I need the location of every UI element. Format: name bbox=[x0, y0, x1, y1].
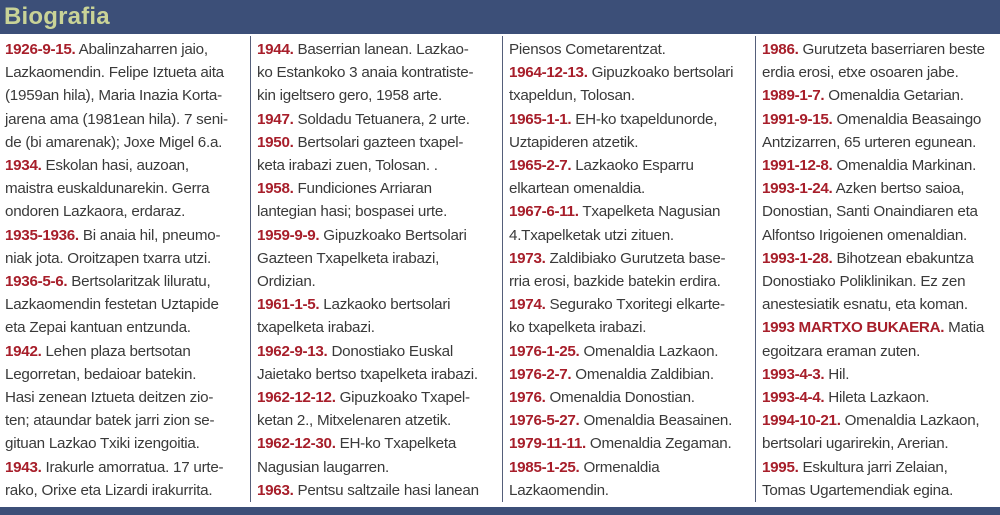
event-date: 1962-12-30. bbox=[257, 435, 336, 453]
biography-line bbox=[257, 200, 495, 223]
event-date: 1926-9-15. bbox=[5, 41, 76, 58]
event-text: Eskolan hasi, auzoan, bbox=[41, 157, 189, 175]
biography-line bbox=[762, 386, 996, 409]
biography-line bbox=[762, 61, 996, 84]
event-text: txapelketa irabazi. bbox=[257, 319, 375, 337]
event-text: niak jota. Oroitzapen txarra utzi. bbox=[5, 249, 211, 267]
biography-line bbox=[509, 456, 747, 479]
event-text: Omenaldia Lazkaon, bbox=[840, 412, 980, 430]
biography-line bbox=[5, 224, 243, 247]
event-text: Bihotzean ebakuntza bbox=[832, 249, 974, 267]
event-text: Lazkaoko Esparru bbox=[571, 157, 694, 175]
biography-line bbox=[5, 386, 243, 409]
event-text: Lazkaomendin. bbox=[509, 481, 609, 499]
event-text: Alfontso Irigoienen omenaldian. bbox=[762, 226, 968, 244]
event-text: Piensos Cometarentzat. bbox=[509, 41, 666, 58]
event-text: ko txapelketa irabazi. bbox=[509, 319, 647, 337]
event-text: Baserrian lanean. Lazkao- bbox=[293, 41, 469, 58]
event-text: Legorretan, bedaioar batekin. bbox=[5, 365, 197, 383]
event-date: 1942. bbox=[5, 342, 42, 360]
event-date: 1934. bbox=[5, 157, 42, 175]
biography-line bbox=[5, 200, 243, 223]
biography-line bbox=[257, 456, 495, 479]
event-date: 1991-12-8. bbox=[762, 157, 833, 175]
biography-line bbox=[762, 270, 996, 293]
biography-line bbox=[257, 38, 495, 61]
event-text: Donostiako Euskal bbox=[327, 342, 453, 360]
biography-line bbox=[509, 432, 747, 455]
event-date: 1935-1936. bbox=[5, 226, 79, 244]
biography-line bbox=[257, 270, 495, 293]
event-date: 1976-2-7. bbox=[509, 365, 572, 383]
biography-line bbox=[257, 479, 495, 502]
biography-line bbox=[762, 131, 996, 154]
event-text: Bertsolari gazteen txapel- bbox=[293, 133, 464, 151]
section-title: Biografia bbox=[4, 3, 110, 30]
biography-line bbox=[762, 38, 996, 61]
event-text: Segurako Txoritegi elkarte- bbox=[545, 296, 725, 314]
event-text: Donostian, Santi Onaindiaren eta bbox=[762, 203, 978, 221]
event-date: 1993-1-24. bbox=[762, 180, 833, 198]
event-date: 1965-2-7. bbox=[509, 157, 572, 175]
event-date: 1993 MARTXO BUKAERA. bbox=[762, 319, 945, 337]
event-date: 1974. bbox=[509, 296, 546, 314]
event-text: Fundiciones Arriaran bbox=[293, 180, 432, 198]
biography-column-3 bbox=[509, 38, 747, 504]
event-date: 1936-5-6. bbox=[5, 273, 68, 291]
biography-line bbox=[762, 456, 996, 479]
section-header-bar bbox=[0, 0, 1000, 34]
event-text: Hil. bbox=[824, 365, 850, 383]
biography-line bbox=[257, 61, 495, 84]
biography-column-2 bbox=[257, 38, 495, 504]
biography-line bbox=[762, 432, 996, 455]
event-text: kin igeltsero gero, 1958 arte. bbox=[257, 87, 442, 105]
event-text: Bi anaia hil, pneumo- bbox=[78, 226, 221, 244]
event-text: Bertsolaritzak liluratu, bbox=[67, 273, 211, 291]
biography-line bbox=[762, 224, 996, 247]
event-text: erdia erosi, etxe osoaren jabe. bbox=[762, 64, 959, 82]
event-text: Lazkaomendin. Felipe Iztueta aita bbox=[5, 64, 224, 82]
event-text: Omenaldia Donostian. bbox=[545, 389, 695, 407]
event-text: Gipuzkoako bertsolari bbox=[587, 64, 734, 82]
biography-line bbox=[5, 38, 243, 61]
biography-line bbox=[762, 154, 996, 177]
event-text: Ormenaldia bbox=[579, 458, 660, 476]
event-text: Omenaldia Beasaingo bbox=[832, 110, 982, 128]
biography-line bbox=[509, 386, 747, 409]
event-date: 1994-10-21. bbox=[762, 412, 841, 430]
event-text: egoitzara eraman zuten. bbox=[762, 342, 921, 360]
biography-line bbox=[509, 61, 747, 84]
event-text: 4.Txapelketak utzi zituen. bbox=[509, 226, 674, 244]
event-text: Omenaldia Beasainen. bbox=[579, 412, 733, 430]
biography-line bbox=[509, 38, 747, 61]
event-text: rako, Orixe eta Lizardi irakurrita. bbox=[5, 481, 213, 499]
biography-line bbox=[257, 316, 495, 339]
event-text: EH-ko Txapelketa bbox=[335, 435, 457, 453]
biography-line bbox=[257, 131, 495, 154]
event-text: Uztapideren atzetik. bbox=[509, 133, 639, 151]
biography-line bbox=[5, 316, 243, 339]
biography-line bbox=[257, 108, 495, 131]
event-text: Donostiako Poliklinikan. Ez zen bbox=[762, 273, 966, 291]
event-date: 1976. bbox=[509, 389, 546, 407]
event-date: 1958. bbox=[257, 180, 294, 198]
biography-line bbox=[5, 108, 243, 131]
biography-line bbox=[762, 363, 996, 386]
biography-line bbox=[5, 479, 243, 502]
event-text: Eskultura jarri Zelaian, bbox=[798, 458, 948, 476]
biography-line bbox=[5, 409, 243, 432]
event-text: Lazkaoko bertsolari bbox=[319, 296, 451, 314]
biography-line bbox=[509, 409, 747, 432]
event-text: Nagusian laugarren. bbox=[257, 458, 390, 476]
biography-line bbox=[257, 386, 495, 409]
biography-line bbox=[509, 293, 747, 316]
biography-line bbox=[509, 270, 747, 293]
biography-line bbox=[5, 177, 243, 200]
biography-line bbox=[257, 409, 495, 432]
biography-line bbox=[5, 340, 243, 363]
biography-line bbox=[257, 154, 495, 177]
event-text: EH-ko txapeldunorde, bbox=[571, 110, 718, 128]
event-text: Abalinzaharren jaio, bbox=[75, 41, 208, 58]
column-divider bbox=[755, 36, 756, 502]
event-text: ten; ataundar batek jarri zion se- bbox=[5, 412, 215, 430]
event-date: 1995. bbox=[762, 458, 799, 476]
biography-line bbox=[762, 293, 996, 316]
biography-line bbox=[5, 456, 243, 479]
biography-line bbox=[762, 409, 996, 432]
event-date: 1967-6-11. bbox=[509, 203, 579, 221]
event-date: 1961-1-5. bbox=[257, 296, 320, 314]
event-text: Gazteen Txapelketa irabazi, bbox=[257, 249, 440, 267]
biography-line bbox=[509, 154, 747, 177]
biography-line bbox=[509, 363, 747, 386]
biography-line bbox=[762, 200, 996, 223]
biography-column-4 bbox=[762, 38, 996, 504]
event-date: 1973. bbox=[509, 249, 546, 267]
event-text: Irakurle amorratua. 17 urte- bbox=[41, 458, 224, 476]
biography-line bbox=[509, 177, 747, 200]
biography-line bbox=[5, 363, 243, 386]
event-text: Omenaldia Zaldibian. bbox=[571, 365, 714, 383]
event-date: 1989-1-7. bbox=[762, 87, 825, 105]
event-text: Jaietako bertso txapelketa irabazi. bbox=[257, 365, 478, 383]
biography-line bbox=[5, 131, 243, 154]
event-text: eta Zepai kantuan entzunda. bbox=[5, 319, 191, 337]
biography-line bbox=[762, 177, 996, 200]
event-text: elkartean omenaldia. bbox=[509, 180, 645, 198]
event-text: Hileta Lazkaon. bbox=[824, 389, 930, 407]
event-date: 1943. bbox=[5, 458, 42, 476]
event-text: Omenaldia Getarian. bbox=[824, 87, 964, 105]
event-text: bertsolari ugarirekin, Arerian. bbox=[762, 435, 949, 453]
event-text: (1959an hila), Maria Inazia Korta- bbox=[5, 87, 222, 105]
event-text: Gipuzkoako Bertsolari bbox=[319, 226, 467, 244]
column-divider bbox=[502, 36, 503, 502]
biography-line bbox=[762, 340, 996, 363]
event-text: Matia bbox=[944, 319, 985, 337]
event-text: Gipuzkoako Txapel- bbox=[335, 389, 470, 407]
biography-line bbox=[509, 84, 747, 107]
event-text: keta irabazi zuen, Tolosan. . bbox=[257, 157, 438, 175]
event-text: rria erosi, bazkide batekin erdira. bbox=[509, 273, 721, 291]
biography-line bbox=[509, 224, 747, 247]
biography-line bbox=[5, 247, 243, 270]
event-text: Hasi zenean Iztueta deitzen zio- bbox=[5, 389, 214, 407]
column-divider bbox=[250, 36, 251, 502]
event-date: 1965-1-1. bbox=[509, 110, 572, 128]
biography-line bbox=[257, 177, 495, 200]
event-date: 1993-4-4. bbox=[762, 389, 825, 407]
event-text: jarena ama (1981ean hila). 7 seni- bbox=[5, 110, 228, 128]
event-date: 1959-9-9. bbox=[257, 226, 320, 244]
event-date: 1962-12-12. bbox=[257, 389, 336, 407]
event-text: Soldadu Tetuanera, 2 urte. bbox=[293, 110, 470, 128]
biography-line bbox=[509, 316, 747, 339]
biography-columns bbox=[0, 34, 1000, 507]
biography-column-1 bbox=[5, 38, 243, 504]
biography-line bbox=[257, 293, 495, 316]
event-text: lantegian hasi; bospasei urte. bbox=[257, 203, 448, 221]
biography-line bbox=[5, 432, 243, 455]
biography-line bbox=[5, 154, 243, 177]
biography-line bbox=[762, 479, 996, 502]
biography-line bbox=[509, 247, 747, 270]
biography-line bbox=[257, 84, 495, 107]
event-text: Omenaldia Lazkaon. bbox=[579, 342, 719, 360]
biography-line bbox=[762, 108, 996, 131]
biography-line bbox=[762, 316, 996, 339]
event-text: txapeldun, Tolosan. bbox=[509, 87, 635, 105]
event-date: 1976-5-27. bbox=[509, 412, 580, 430]
biography-line bbox=[257, 432, 495, 455]
event-text: Zaldibiako Gurutzeta base- bbox=[545, 249, 726, 267]
event-date: 1962-9-13. bbox=[257, 342, 328, 360]
event-text: Antzizarren, 65 urteren egunean. bbox=[762, 133, 977, 151]
event-text: de (bi amarenak); Joxe Migel 6.a. bbox=[5, 133, 223, 151]
event-text: ko Estankoko 3 anaia kontratiste- bbox=[257, 64, 474, 82]
event-text: Pentsu saltzaile hasi lanean bbox=[293, 481, 479, 499]
event-date: 1993-1-28. bbox=[762, 249, 833, 267]
event-date: 1991-9-15. bbox=[762, 110, 833, 128]
biography-line bbox=[762, 84, 996, 107]
event-date: 1979-11-11. bbox=[509, 435, 586, 453]
event-date: 1985-1-25. bbox=[509, 458, 580, 476]
event-text: Gurutzeta baserriaren beste bbox=[798, 41, 985, 58]
event-text: anestesiatik esnatu, eta koman. bbox=[762, 296, 968, 314]
biography-line bbox=[509, 200, 747, 223]
biography-line bbox=[762, 247, 996, 270]
biography-line bbox=[509, 108, 747, 131]
event-date: 1944. bbox=[257, 41, 294, 58]
event-text: Tomas Ugartemendiak egina. bbox=[762, 481, 954, 499]
event-date: 1963. bbox=[257, 481, 294, 499]
event-text: gituan Lazkao Txiki izengoitia. bbox=[5, 435, 200, 453]
event-text: Lehen plaza bertsotan bbox=[41, 342, 191, 360]
biography-line bbox=[5, 61, 243, 84]
biography-line bbox=[5, 293, 243, 316]
event-date: 1986. bbox=[762, 41, 799, 58]
biography-line bbox=[257, 247, 495, 270]
event-text: ondoren Lazkaora, erdaraz. bbox=[5, 203, 186, 221]
biography-line bbox=[5, 84, 243, 107]
event-date: 1976-1-25. bbox=[509, 342, 580, 360]
biography-line bbox=[5, 270, 243, 293]
event-date: 1947. bbox=[257, 110, 294, 128]
biography-line bbox=[257, 340, 495, 363]
section-footer-bar bbox=[0, 507, 1000, 515]
biography-line bbox=[509, 131, 747, 154]
event-text: maistra euskaldunarekin. Gerra bbox=[5, 180, 210, 198]
biography-line bbox=[509, 340, 747, 363]
event-text: Ordizian. bbox=[257, 273, 316, 291]
event-text: Txapelketa Nagusian bbox=[578, 203, 721, 221]
biography-line bbox=[257, 224, 495, 247]
biography-line bbox=[509, 479, 747, 502]
event-text: ketan 2., Mitxelenaren atzetik. bbox=[257, 412, 452, 430]
event-text: Omenaldia Zegaman. bbox=[585, 435, 732, 453]
event-text: Azken bertso saioa, bbox=[832, 180, 965, 198]
biography-line bbox=[257, 363, 495, 386]
event-date: 1950. bbox=[257, 133, 294, 151]
event-text: Omenaldia Markinan. bbox=[832, 157, 977, 175]
event-text: Lazkaomendin festetan Uztapide bbox=[5, 296, 219, 314]
event-date: 1964-12-13. bbox=[509, 64, 588, 82]
event-date: 1993-4-3. bbox=[762, 365, 825, 383]
